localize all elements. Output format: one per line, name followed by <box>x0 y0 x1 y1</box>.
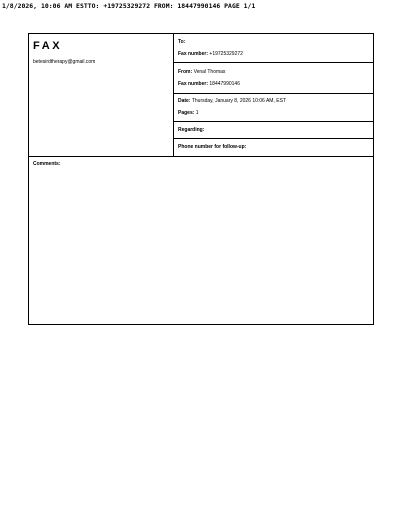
details-section <box>174 94 373 122</box>
recipient-panel <box>174 34 373 156</box>
date-line <box>178 98 286 104</box>
followup-line <box>178 144 246 150</box>
to-fax-label: Fax number: <box>178 51 209 57</box>
followup-label: Phone number for follow-up: <box>178 144 247 150</box>
from-fax-line <box>178 81 240 87</box>
from-label: From: <box>178 69 193 75</box>
comments-label: Comments: <box>33 161 61 167</box>
date-value: Thursday, January 8, 2026 10:06 AM, EST <box>191 98 286 104</box>
date-label: Date: <box>178 98 191 104</box>
from-section <box>174 63 373 94</box>
regarding-line <box>178 127 204 133</box>
pages-line <box>178 110 199 116</box>
regarding-label: Regarding: <box>178 127 205 133</box>
regarding-section <box>174 122 373 139</box>
from-line <box>178 69 225 75</box>
from-fax-label: Fax number: <box>178 81 209 87</box>
sender-panel <box>29 34 174 156</box>
fax-title: FAX <box>33 40 63 52</box>
pages-label: Pages: <box>178 110 195 116</box>
pages-value: 1 <box>195 110 199 116</box>
fax-cover-sheet <box>28 33 374 325</box>
cover-top-section <box>29 34 373 157</box>
sender-email: betesirdtherapy@gmail.com <box>33 59 96 65</box>
followup-section <box>174 139 373 156</box>
to-section <box>174 34 373 63</box>
from-value: Venal Thomas <box>193 69 226 75</box>
to-fax-value: +19725329272 <box>209 51 243 57</box>
fax-transmission-header: 1/8/2026, 10:06 AM ESTTO: +19725329272 FROM: 18447990146 PAGE 1/1 <box>2 2 256 10</box>
to-fax-line <box>178 51 243 57</box>
to-line <box>178 39 185 45</box>
from-fax-value: 18447990146 <box>209 81 240 87</box>
comments-section <box>33 161 61 167</box>
to-label: To: <box>178 39 186 45</box>
